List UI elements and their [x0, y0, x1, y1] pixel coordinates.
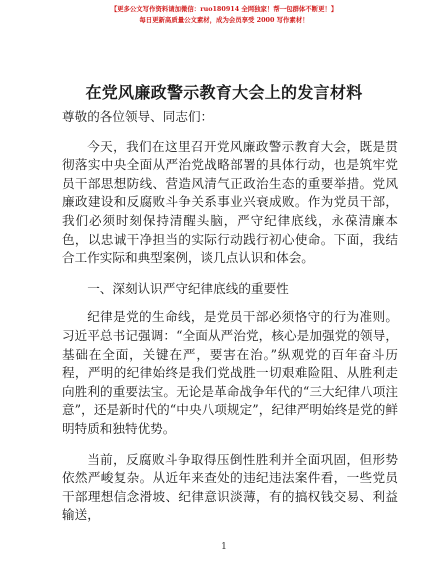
intro-paragraph: 今天，我们在这里召开党风廉政警示教育大会，既是贯彻落实中央全面从严治党战略部署的具体行动，也是筑牢党员干部思想防线、营造风清气正政治生态的重要举措。党风廉政建设和反腐败斗争关系事业兴衰成败。作为党员干部，我们必须时刻保持清醒头脑，严守纪律底线，永葆清廉本色，以忠诚干净担当的实际行动践行初心使命。下面，我结合工作实际和典型案例，谈几点认识和体会。 — [62, 138, 398, 266]
document-title: 在党风廉政警示教育大会上的发言材料 — [85, 83, 363, 102]
body-paragraph: 当前，反腐败斗争取得压倒性胜利并全面巩固，但形势依然严峻复杂。从近年来查处的违纪违法案件看，一些党员干部理想信念滑坡、纪律意识淡薄，有的搞权钱交易、利益输送， — [62, 451, 398, 523]
promo-banner-line-2: 每日更新高质量公文素材，成为会员享受 2000 写作素材！ — [139, 16, 309, 24]
promo-banner — [0, 4, 448, 26]
greeting: 尊敬的各位领导、同志们： — [62, 109, 214, 124]
document-body — [62, 108, 398, 525]
promo-banner-line-1: 【更多公文写作资料请加微信：ruo180914 全网独家！帮一包群体不断更！】 — [110, 5, 338, 13]
page-number: 1 — [221, 542, 227, 552]
body-paragraph: 纪律是党的生命线，是党员干部必须恪守的行为准则。习近平总书记强调：“全面从严治党，核心是加强党的领导，基础在全面，关键在严，要害在治。”纵观党的百年奋斗历程，严明的纪律始终是我们党战胜一切艰难险阻、从胜利走向胜利的重要法宝。无论是革命战争年代的“三大纪律八项注意”，还是新时代的“中央八项规定”，纪律严明始终是党的鲜明特质和独特优势。 — [62, 309, 398, 436]
section-heading: 一、深刻认识严守纪律底线的重要性 — [87, 280, 289, 296]
